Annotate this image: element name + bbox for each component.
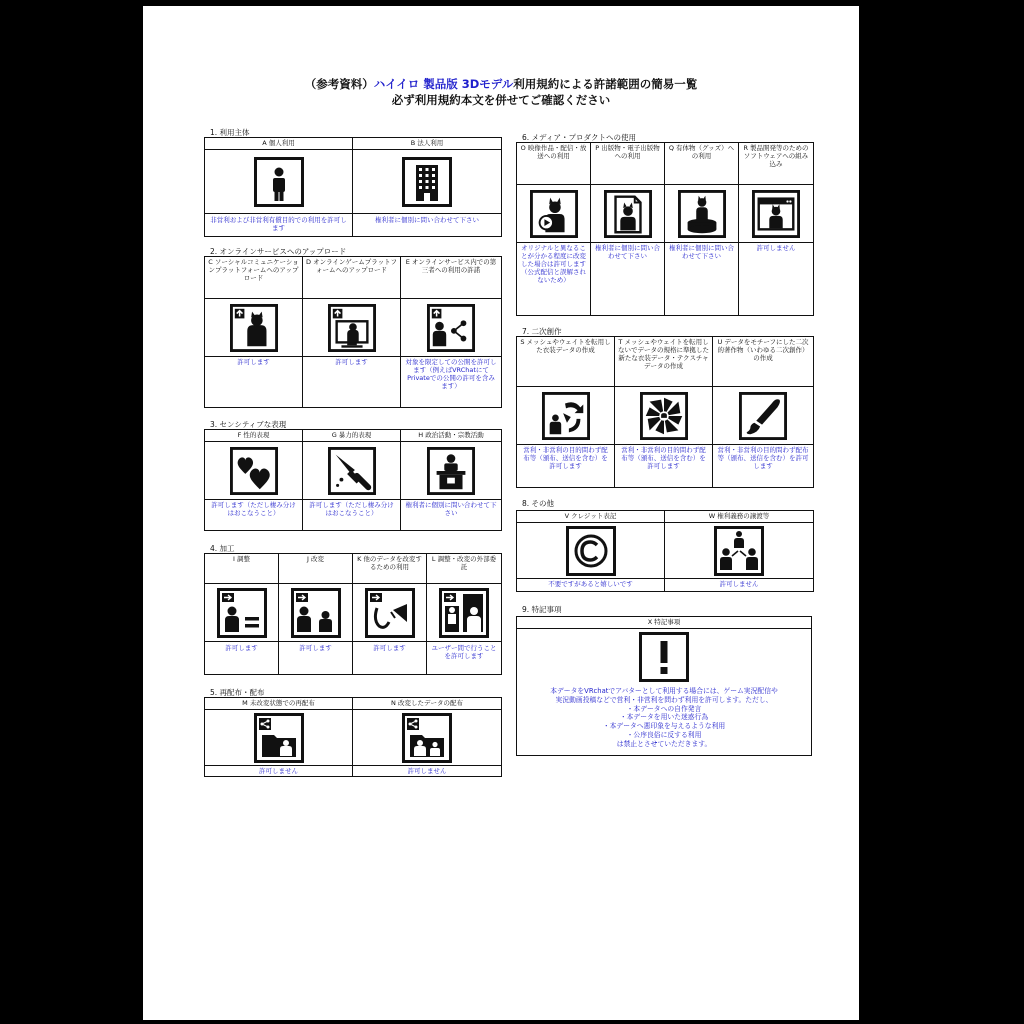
cell-header: S メッシュやウェイトを転用した衣装データの作成 [517,337,614,387]
cell-header: E オンラインサービス内での第三者への利用の許諾 [401,257,501,299]
cell-header: B 法人利用 [353,138,501,150]
license-table [204,429,502,531]
cell-header: W 権利義務の譲渡等 [665,511,813,523]
cell-note: 対象を限定しての公開を許可します（例えばVRChatにてPrivateでの公開の許可を含みます） [405,358,497,390]
section-1 [204,127,504,237]
license-cell-w [665,511,813,591]
cell-header: Q 有体物（グッズ）への利用 [665,143,738,185]
cell-note: 許可します（ただし棲み分けはおこなうこと） [309,501,394,517]
cell-note: 許可しません [756,244,796,252]
special-note-line: ・公序良俗に反する利用 [626,730,702,739]
software-icon [739,185,813,243]
cell-header: D オンラインゲームプラットフォームへのアップロード [303,257,400,299]
cell-header: H 政治活動・宗教活動 [401,430,501,442]
license-cell-v [517,511,665,591]
section-label: 2. オンラインサービスへのアップロード [210,247,347,256]
cell-note: 許可しません [259,767,298,775]
license-cell-m [205,698,353,776]
cell-note: 非営利および非営利有償目的での利用を許可します [210,216,347,232]
license-cell-k [353,554,427,674]
license-cell-u [713,337,813,487]
upload-game-icon [303,299,400,357]
cell-note: 許可します [335,358,368,366]
title-line-1: （参考資料）ハイイロ 製品版 3Dモデル利用規約による許諾範囲の簡易一覧 [304,77,698,91]
special-note-line: ・本データへの自作発言 [626,704,702,713]
license-table [204,697,502,777]
cell-note: 不要ですがあると嬉しいです [548,580,633,588]
section-7 [516,326,816,491]
section-label: 9. 特記事項 [522,605,562,614]
cell-header: O 映像作品・配信・放送への利用 [517,143,590,185]
new-costume-icon [615,387,712,445]
special-note-line: 実況動画投稿などで営利・非営利を問わず利用を許可します。ただし、 [555,695,773,704]
license-table [204,137,502,237]
cell-header: V クレジット表記 [517,511,664,523]
cell-header: X 特記事項 [517,617,811,629]
cell-note: ユーザー間で行うことを許可します [431,644,497,660]
section-label: 3. センシティブな表現 [210,420,287,429]
goods-icon [665,185,738,243]
cell-header: T メッシュやウェイトを転用しないでデータの規格に準拠した新たな衣装データ・テクスチャデータの作成 [615,337,712,387]
license-cell-o [517,143,591,315]
distribute-modified-icon [353,710,501,766]
section-3 [204,419,504,534]
special-note-line: ・本データを用いた迷惑行為 [619,713,709,722]
cell-header: R 製品開発等のためのソフトウェアへの組み込み [739,143,813,185]
license-cell-g [303,430,401,530]
cell-header: J 改変 [279,554,352,584]
license-table [516,510,814,592]
adjust-icon [205,584,278,642]
special-note-line: は禁止とさせていただきます。 [616,739,712,748]
cell-header: C ソーシャルコミュニケーションプラットフォームへのアップロード [205,257,302,299]
section-2 [204,246,504,411]
license-cell-c [205,257,303,407]
exclamation-icon [517,629,811,685]
license-cell-n [353,698,501,776]
cell-header: N 改変したデータの配布 [353,698,501,710]
license-table [516,336,814,488]
cell-note: 許可します [237,358,270,366]
title-line-2: 必ず利用規約本文を併せてご確認ください [391,93,611,107]
knife-icon [303,442,400,500]
left-black-margin [0,0,126,1024]
cell-note: 営利・非営利の目的問わず配布等（頒布、送信を含む）を許可します [523,446,608,470]
cell-header: P 出版物・電子出版物への利用 [591,143,664,185]
section-label: 8. その他 [522,499,555,508]
license-cell-r [739,143,813,315]
document-page [143,6,859,1020]
special-note-line: 本データをVRchatでアバターとして利用する場合には、ゲーム実況配信や [550,687,778,695]
cell-note: 許可します [299,644,332,652]
license-cell-x [517,617,811,755]
license-cell-p [591,143,665,315]
cell-note: 営利・非営利の目的問わず配布等（頒布、送信を含む）を許可します [621,446,706,470]
podium-icon [401,442,501,500]
cell-note: 権利者に個別に問い合わせて下さい [375,216,479,224]
share-third-party-icon [401,299,501,357]
license-cell-h [401,430,501,530]
building-icon [353,150,501,214]
cell-header: F 性的表現 [205,430,302,442]
license-table [204,553,502,675]
recycle-mesh-icon [517,387,614,445]
section-label: 1. 利用主体 [210,128,250,137]
license-table [516,142,814,316]
cell-note: 営利・非営利の目的問わず配布等（頒布、送信を含む）を許可します [717,446,809,470]
license-cell-b [353,138,501,236]
modify-icon [279,584,352,642]
license-table [516,616,812,756]
section-4 [204,543,504,678]
section-label: 7. 二次創作 [522,327,562,336]
license-cell-i [205,554,279,674]
section-5 [204,687,504,782]
cell-note: 許可します [373,644,406,652]
video-icon [517,185,590,243]
cell-note: 許可しません [407,767,447,775]
cell-header: I 調整 [205,554,278,584]
publication-icon [591,185,664,243]
hearts-icon [205,442,302,500]
license-cell-e [401,257,501,407]
cell-note: オリジナルと異なることが分かる程度に改変した場合は許可します（公式配信と誤解されないため） [521,244,586,284]
license-cell-f [205,430,303,530]
license-cell-q [665,143,739,315]
brush-icon [713,387,813,445]
outsource-icon [427,584,501,642]
license-cell-d [303,257,401,407]
license-cell-s [517,337,615,487]
license-cell-t [615,337,713,487]
cell-note: 許可します（ただし棲み分けはおこなうこと） [211,501,296,517]
license-table [204,256,502,408]
cell-header: M 未改変状態での再配布 [205,698,352,710]
brand-title: ハイイロ 製品版 3Dモデル [373,77,514,91]
license-cell-l [427,554,501,674]
section-label: 6. メディア・プロダクトへの使用 [522,133,636,142]
transfer-icon [665,523,813,579]
redistribute-icon [205,710,352,766]
special-notes [521,687,807,749]
upload-social-icon [205,299,302,357]
cell-header: A 個人利用 [205,138,352,150]
cell-note: 権利者に個別に問い合わせて下さい [669,244,734,260]
cell-header: L 調整・改変の外部委託 [427,554,501,584]
cell-header: K 他のデータを改変するための利用 [353,554,426,584]
special-note-line: ・本データへ悪印象を与えるような利用 [602,722,726,731]
section-label: 5. 再配布・配布 [210,688,265,697]
cell-note: 許可します [225,644,258,652]
section-label: 4. 加工 [210,544,235,553]
section-6 [516,132,816,317]
cell-header: G 暴力的表現 [303,430,400,442]
section-8 [516,498,816,594]
cell-note: 権利者に個別に問い合わせて下さい [595,244,660,260]
modify-other-icon [353,584,426,642]
cell-header: U データをモチーフにした二次的著作物（いわゆる二次創作）の作成 [713,337,813,387]
cell-note: 権利者に個別に問い合わせて下さい [405,501,497,517]
license-cell-j [279,554,353,674]
cell-note: 許可しません [719,580,759,588]
right-black-margin [878,0,1024,1024]
copyright-icon [517,523,664,579]
license-cell-a [205,138,353,236]
section-9 [516,604,816,756]
person-icon [205,150,352,214]
